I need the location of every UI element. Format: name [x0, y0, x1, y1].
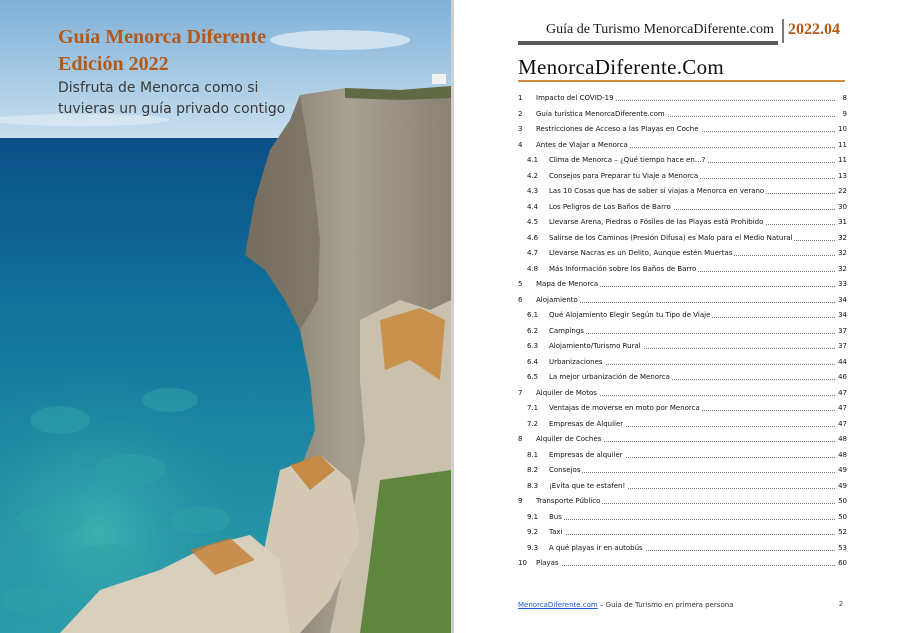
toc-entry-page: 37 — [838, 342, 847, 350]
cover-title: Guía Menorca Diferente — [58, 26, 267, 48]
toc-entry-label: La mejor urbanización de Menorca — [549, 373, 670, 381]
footer-page-number: 2 — [839, 601, 843, 608]
toc-entry-number: 6.2 — [527, 326, 539, 335]
footer — [518, 601, 733, 609]
toc-entry-label: Consejos para Preparar tu Viaje a Menorca — [549, 171, 699, 180]
toc-entry-label: Llevarse Nacras es un Delito, Aunque estén Muertas — [549, 249, 733, 257]
toc-entry-number: 1 — [518, 94, 523, 102]
toc-entry-page: 50 — [838, 497, 847, 505]
toc-entry[interactable] — [518, 325, 847, 337]
toc-leader-dots — [549, 519, 835, 520]
site-title-rule — [518, 80, 845, 82]
toc-entry-label: Taxi — [549, 528, 563, 536]
toc-entry[interactable] — [518, 542, 847, 554]
toc-entry-page: 49 — [838, 466, 847, 474]
toc-entry-number: 6.4 — [527, 357, 539, 366]
toc-entry-label: Empresas de alquiler — [549, 450, 623, 459]
toc-entry-page: 31 — [838, 218, 847, 226]
cover-edition: Edición 2022 — [58, 53, 169, 75]
toc-entry-number: 6.3 — [527, 342, 539, 350]
toc-entry-label: Mapa de Menorca — [536, 280, 599, 288]
toc-entry[interactable] — [518, 139, 847, 151]
toc-entry[interactable] — [518, 387, 847, 399]
toc-entry-number: 9.1 — [527, 512, 539, 521]
toc-entry-page: 22 — [838, 187, 847, 195]
toc-entry[interactable] — [518, 263, 847, 275]
header-separator — [782, 19, 784, 43]
site-title: MenorcaDiferente.Com — [518, 55, 725, 79]
toc-entry-label: Bus — [549, 512, 562, 521]
toc-entry-label: Salirse de los Caminos (Presión Difusa) es Malo para el Medio Natural — [549, 233, 793, 242]
toc-entry[interactable] — [518, 108, 847, 120]
toc-entry[interactable] — [518, 216, 847, 228]
toc-entry-page: 47 — [838, 404, 847, 412]
toc-entry[interactable] — [518, 511, 847, 523]
toc-entry-number: 7 — [518, 388, 523, 397]
toc-entry-page: 37 — [838, 326, 847, 335]
toc-entry-page: 9 — [842, 109, 847, 118]
toc-entry-page: 10 — [838, 125, 847, 133]
toc-entry-number: 8 — [518, 435, 523, 443]
cover-subtitle-line-1: Disfruta de Menorca como si — [58, 80, 259, 96]
toc-entry[interactable] — [518, 526, 847, 538]
toc-entry-label: Llevarse Arena, Piedras o Fósiles de las Playas está Prohibido — [549, 218, 764, 226]
toc-entry-page: 34 — [838, 295, 847, 304]
toc-leader-dots — [549, 534, 835, 535]
toc-entry-page: 33 — [838, 280, 847, 288]
toc-entry-number: 9.3 — [527, 543, 539, 552]
toc-entry-page: 11 — [838, 156, 847, 164]
toc-entry[interactable] — [518, 309, 847, 321]
toc-entry[interactable] — [518, 449, 847, 461]
toc-leader-dots — [549, 472, 835, 473]
toc-entry[interactable] — [518, 371, 847, 383]
toc-entry[interactable] — [518, 294, 847, 306]
footer-text: – Guía de Turismo en primera persona — [597, 601, 734, 609]
toc-entry-number: 4.2 — [527, 171, 539, 180]
toc-entry-label: Clima de Menorca – ¿Qué tiempo hace en…? — [549, 156, 706, 164]
toc-entry[interactable] — [518, 402, 847, 414]
toc-entry-number: 8.2 — [527, 466, 539, 474]
toc-entry-page: 46 — [838, 373, 847, 381]
toc-entry-number: 8.1 — [527, 450, 539, 459]
toc-entry-label: Guía turística MenorcaDiferente.com — [536, 109, 665, 118]
toc-entry[interactable] — [518, 557, 847, 569]
toc-entry-label: Los Peligros de Los Baños de Barro — [549, 202, 671, 211]
toc-entry[interactable] — [518, 232, 847, 244]
toc-entry[interactable] — [518, 495, 847, 507]
header-year: 2022.04 — [788, 21, 840, 38]
footer-link[interactable]: MenorcaDiferente.com — [518, 601, 598, 609]
toc-entry-label: Empresas de Alquiler — [549, 419, 624, 428]
toc-entry[interactable] — [518, 433, 847, 445]
toc-entry-number: 3 — [518, 125, 523, 133]
cover-page — [0, 0, 451, 633]
toc-entry[interactable] — [518, 201, 847, 213]
toc-entry-page: 49 — [838, 481, 847, 490]
toc-entry-label: Qué Alojamiento Elegir Según tu Tipo de Viaje — [549, 311, 711, 319]
toc-entry[interactable] — [518, 185, 847, 197]
toc-entry-label: Playas — [536, 559, 559, 567]
toc-leader-dots — [549, 333, 835, 334]
toc-entry-number: 4.5 — [527, 218, 539, 226]
toc-entry[interactable] — [518, 170, 847, 182]
toc-entry-label: ¡Evita que te estafen! — [549, 481, 626, 490]
toc-entry-number: 9 — [518, 497, 523, 505]
toc-entry-number: 7.1 — [527, 404, 539, 412]
toc-entry-number: 4.4 — [527, 202, 539, 211]
toc-entry-label: Alquiler de Coches — [536, 435, 602, 443]
toc-entry-page: 11 — [838, 140, 847, 149]
toc-entry-page: 47 — [838, 419, 847, 428]
toc-entry-number: 6 — [518, 295, 523, 304]
toc-entry[interactable] — [518, 340, 847, 352]
toc-entry-page: 52 — [838, 528, 847, 536]
toc-entry-label: Alquiler de Motos — [536, 388, 597, 397]
toc-entry-page: 32 — [838, 249, 847, 257]
toc-entry[interactable] — [518, 278, 847, 290]
toc-leader-dots — [536, 565, 835, 566]
toc-entry[interactable] — [518, 154, 847, 166]
toc-entry-page: 50 — [838, 512, 847, 521]
toc-entry-label: Restricciones de Acceso a las Playas en Coche — [536, 125, 699, 133]
toc-entry-label: Campings — [549, 326, 584, 335]
toc-entry-page: 60 — [838, 559, 847, 567]
toc-leader-dots — [536, 302, 835, 303]
toc-entry[interactable] — [518, 480, 847, 492]
toc-entry-number: 4.7 — [527, 249, 539, 257]
toc-entry-page: 32 — [838, 233, 847, 242]
toc-entry-number: 6.5 — [527, 373, 539, 381]
toc-entry-page: 53 — [838, 543, 847, 552]
header-title: Guía de Turismo MenorcaDiferente.com — [546, 22, 774, 37]
toc-entry-label: Urbanizaciones — [549, 357, 603, 366]
toc-entry-number: 5 — [518, 280, 523, 288]
toc-entry-page: 30 — [838, 202, 847, 211]
toc-entry-number: 2 — [518, 109, 523, 118]
toc-entry-label: A qué playas ir en autobús — [549, 543, 643, 552]
toc-entry-number: 8.3 — [527, 481, 539, 490]
toc-entry[interactable] — [518, 123, 847, 135]
cover-subtitle-line-2: tuvieras un guía privado contigo — [58, 101, 286, 117]
toc-entry-label: Consejos — [549, 466, 581, 474]
toc-entry-number: 7.2 — [527, 419, 539, 428]
toc-entry-page: 13 — [838, 171, 847, 180]
toc-page — [454, 0, 904, 633]
toc-entry-number: 10 — [518, 559, 527, 567]
toc-entry-number: 4.8 — [527, 264, 539, 273]
toc-entry-page: 8 — [842, 94, 847, 102]
toc-entry-label: Antes de Viajar a Menorca — [536, 140, 628, 149]
toc-entry-page: 34 — [838, 311, 847, 319]
toc-entry[interactable] — [518, 418, 847, 430]
toc-entry-number: 9.2 — [527, 528, 539, 536]
toc-entry-label: Alojamiento/Turismo Rural — [549, 342, 641, 350]
toc-entry-label: Transporte Público — [536, 497, 601, 505]
toc-entry[interactable] — [518, 247, 847, 259]
toc-entry[interactable] — [518, 356, 847, 368]
toc-entry[interactable] — [518, 92, 847, 104]
toc-entry-label: Más Información sobre los Baños de Barro — [549, 264, 697, 273]
toc-entry-number: 6.1 — [527, 311, 539, 319]
toc-entry-number: 4.1 — [527, 156, 539, 164]
toc-entry[interactable] — [518, 464, 847, 476]
toc-entry-page: 48 — [838, 435, 847, 443]
toc-entry-page: 47 — [838, 388, 847, 397]
toc-entry-label: Impacto del COVID-19 — [536, 94, 614, 102]
toc-entry-page: 48 — [838, 450, 847, 459]
header-rule — [518, 41, 778, 45]
toc-entry-number: 4.6 — [527, 233, 539, 242]
toc-entry-page: 44 — [838, 357, 847, 366]
toc-entry-label: Alojamiento — [536, 295, 578, 304]
toc-entry-number: 4 — [518, 140, 523, 149]
toc-entry-number: 4.3 — [527, 187, 539, 195]
toc-entry-label: Ventajas de moverse en moto por Menorca — [549, 404, 700, 412]
toc-entry-page: 32 — [838, 264, 847, 273]
toc-entry-label: Las 10 Cosas que has de saber si viajas a Menorca en verano — [549, 187, 765, 195]
